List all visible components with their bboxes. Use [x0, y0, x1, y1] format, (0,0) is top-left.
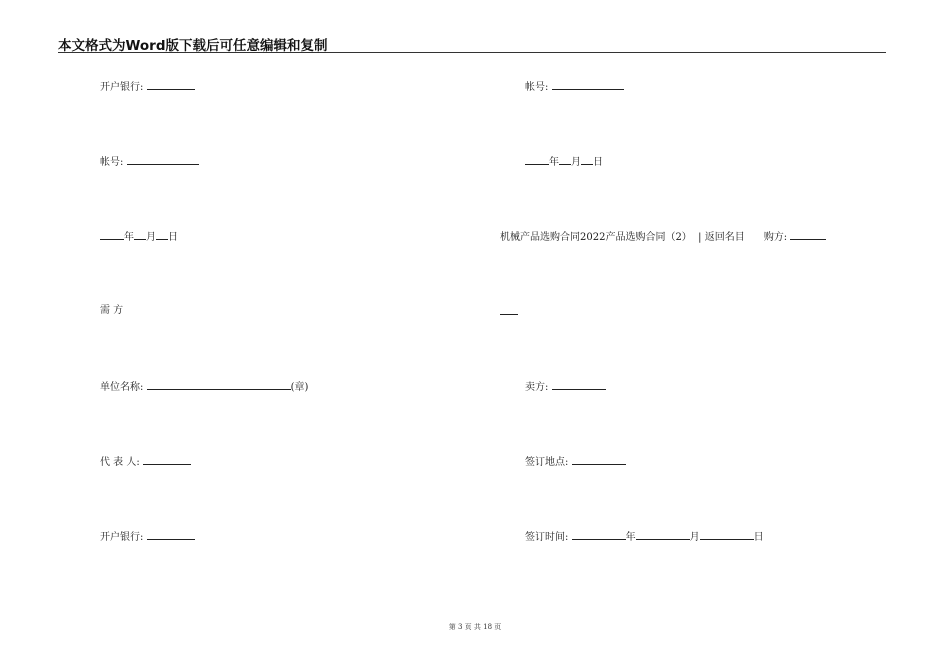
account-label-right: 帐号: — [525, 82, 549, 93]
time-day-label: 日 — [753, 532, 764, 543]
total-pages: 18 — [483, 623, 493, 631]
month-blank — [134, 229, 146, 240]
time-field — [525, 529, 764, 545]
seller-label: 卖方: — [525, 382, 549, 393]
header-title: 本文格式为Word版下载后可任意编辑和复制 — [58, 38, 328, 54]
seller-field — [525, 379, 606, 395]
year-label: 年 — [124, 232, 134, 243]
account-blank — [127, 154, 199, 165]
rep-label: 代 表 人: — [100, 457, 140, 468]
link-row — [500, 229, 826, 245]
month-blank-right — [559, 154, 571, 165]
account-field-left — [100, 154, 199, 170]
place-field — [525, 454, 626, 470]
bank2-blank — [147, 529, 195, 540]
time-label: 签订时间: — [525, 532, 569, 543]
time-day-blank — [700, 529, 754, 540]
buyer-blank-wrap — [500, 304, 518, 315]
page-header — [58, 34, 886, 53]
seal-label: (章) — [290, 382, 309, 393]
footer-prefix: 第 — [448, 623, 456, 631]
date-field-right — [525, 154, 603, 170]
time-year-blank — [572, 529, 626, 540]
month-label-right: 月 — [571, 157, 581, 168]
account-blank-right — [552, 79, 624, 90]
page-footer — [0, 622, 950, 632]
year-label-right: 年 — [549, 157, 559, 168]
contract-link[interactable]: 机械产品选购合同2022产品选购合同（2） — [500, 232, 692, 243]
day-blank-right — [581, 154, 593, 165]
day-label: 日 — [168, 232, 178, 243]
time-month-label: 月 — [689, 532, 700, 543]
rep-field — [100, 454, 191, 470]
place-blank — [572, 454, 626, 465]
buyer-label: 购方: — [763, 232, 788, 243]
seller-blank — [552, 379, 606, 390]
unit-name-blank — [147, 379, 291, 390]
place-label: 签订地点: — [525, 457, 569, 468]
footer-mid: 页 共 — [464, 623, 481, 631]
bank-blank — [147, 79, 195, 90]
buyer-blank — [790, 229, 826, 240]
time-month-blank — [636, 529, 690, 540]
demand-party: 需 方 — [100, 305, 124, 316]
separator: | — [698, 232, 702, 243]
bank-label: 开户银行: — [100, 82, 144, 93]
year-blank — [100, 229, 124, 240]
date-field-left — [100, 229, 178, 245]
bank2-label: 开户银行: — [100, 532, 144, 543]
day-label-right: 日 — [593, 157, 603, 168]
unit-name-label: 单位名称: — [100, 382, 144, 393]
page-number: 3 — [457, 623, 463, 631]
day-blank — [156, 229, 168, 240]
time-year-label: 年 — [625, 532, 636, 543]
year-blank-right — [525, 154, 549, 165]
month-label: 月 — [146, 232, 156, 243]
rep-blank — [143, 454, 191, 465]
buyer-blank-continued — [500, 304, 518, 320]
unit-name-field — [100, 379, 308, 395]
account-field-right — [525, 79, 624, 95]
back-to-toc-link[interactable]: 返回名目 — [704, 232, 745, 243]
bank2-field-left — [100, 529, 195, 545]
account-label: 帐号: — [100, 157, 124, 168]
bank-field-left — [100, 79, 195, 95]
footer-suffix: 页 — [494, 623, 502, 631]
